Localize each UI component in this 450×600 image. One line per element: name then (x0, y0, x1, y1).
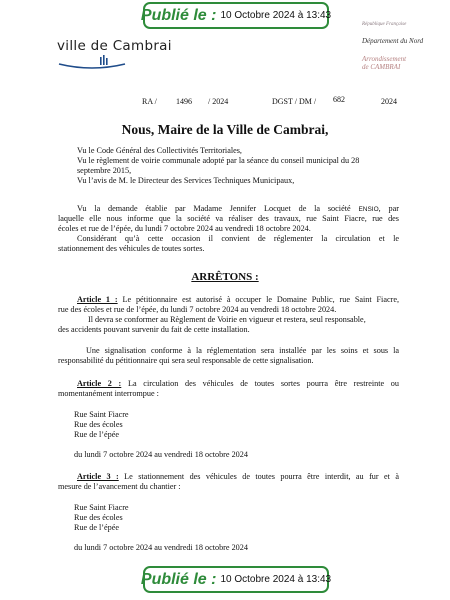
demande-line-4: Considérant qu’à cette occasion il convient de réglementer la circulation et le (77, 234, 399, 243)
article-1-line-2: rue des écoles et rue de l’épée, du lundi 7 octobre 2024 au vendredi 18 octobre 2024. (58, 305, 337, 314)
arretons-heading: ARRÊTONS : (191, 271, 259, 283)
stamp-label: Publié le : (140, 570, 217, 588)
article-2-dates: du lundi 7 octobre 2024 au vendredi 18 octobre 2024 (74, 450, 248, 459)
article-2-text: La circulation des véhicules de toutes sortes pourra être restreinte ou (127, 379, 399, 388)
demande-text-end: , par (378, 204, 399, 213)
article-3-label: Article 3 : (77, 472, 119, 481)
article-2-street-2: Rue des écoles (74, 420, 123, 429)
article-2-line-1 (77, 379, 399, 389)
dgst-label: DGST / DM / (272, 97, 317, 106)
article-1-line-4: des accidents pouvant survenir du fait de cette installation. (58, 325, 250, 334)
article-2-line-2: momentanément interrompue : (58, 389, 159, 398)
stamp-value: 10 Octobre 2024 à 13:43 (220, 574, 332, 585)
ra-label: RA / (142, 97, 157, 106)
article-1-line-1 (77, 295, 399, 305)
republic-block (362, 22, 448, 71)
page-title: Nous, Maire de la Ville de Cambrai, (121, 122, 329, 137)
article-3-dates: du lundi 7 octobre 2024 au vendredi 18 octobre 2024 (74, 543, 248, 552)
article-3-line-2: mesure de l’avancement du chantier : (58, 482, 181, 491)
demande-line-2: laquelle elle nous informe que la société va réaliser des travaux, rue Saint Fiacre, rue des (58, 214, 399, 223)
city-emblem-icon (57, 55, 127, 69)
arrondissement-line1: Arrondissement (362, 55, 407, 63)
signalisation-line-1: Une signalisation conforme à la réglementation sera installée par les soins et sous la (86, 346, 399, 355)
demande-line-5: stationnement des véhicules de toutes sortes. (58, 244, 205, 253)
publication-stamp-top (140, 2, 332, 29)
dgst-number: 682 (333, 95, 345, 104)
vu-line-2b: septembre 2015, (77, 166, 132, 175)
stamp-label: Publié le : (140, 6, 217, 24)
article-3-line-1 (77, 472, 399, 482)
article-2-label: Article 2 : (77, 379, 122, 388)
article-1-text: Le pétitionnaire est autorisé à occuper le Domaine Public, rue Saint Fiacre, (122, 295, 400, 304)
article-3-text: Le stationnement des véhicules de toutes pourra être interdit, au fur et à (124, 472, 399, 481)
arrondissement-line2: de CAMBRAI (362, 63, 401, 71)
article-2-street-3: Rue de l’épée (74, 430, 120, 439)
signalisation-line-2: responsabilité du pétitionnaire qui sera seul responsable de cette signalisation. (58, 356, 314, 365)
city-name: ville de Cambrai (57, 38, 172, 54)
department-label: Département du Nord (362, 37, 424, 45)
vu-line-3: Vu l’avis de M. le Directeur des Services Techniques Municipaux, (77, 176, 295, 185)
dgst-year: 2024 (381, 97, 397, 106)
company-name: ENSIO (358, 206, 379, 213)
article-1-label: Article 1 : (77, 295, 118, 304)
republic-label: République Française (362, 22, 407, 27)
vu-line-2a: Vu le règlement de voirie communale adopté par la séance du conseil municipal du 28 (77, 156, 360, 165)
demande-line-3: écoles et rue de l’épée, du lundi 7 octobre 2024 au vendredi 18 octobre 2024. (58, 224, 311, 233)
stamp-value: 10 Octobre 2024 à 13:43 (220, 10, 332, 21)
ra-number: 1496 (176, 97, 192, 106)
arrondissement-label (362, 55, 448, 71)
ra-year: / 2024 (208, 97, 229, 106)
article-3-street-2: Rue des écoles (74, 513, 123, 522)
article-3-street-3: Rue de l’épée (74, 523, 120, 532)
publication-stamp-bottom (140, 566, 332, 593)
article-1-line-3: Il devra se conformer au Règlement de Voirie en vigueur et restera, seul responsable, (88, 315, 366, 324)
article-2-street-1: Rue Saint Fiacre (74, 410, 129, 419)
city-logo (57, 38, 172, 69)
demande-text: Vu la demande établie par Madame Jennifer Locquet de la société (77, 204, 351, 213)
vu-line-1: Vu le Code Général des Collectivités Territoriales, (77, 146, 242, 155)
article-3-street-1: Rue Saint Fiacre (74, 503, 129, 512)
